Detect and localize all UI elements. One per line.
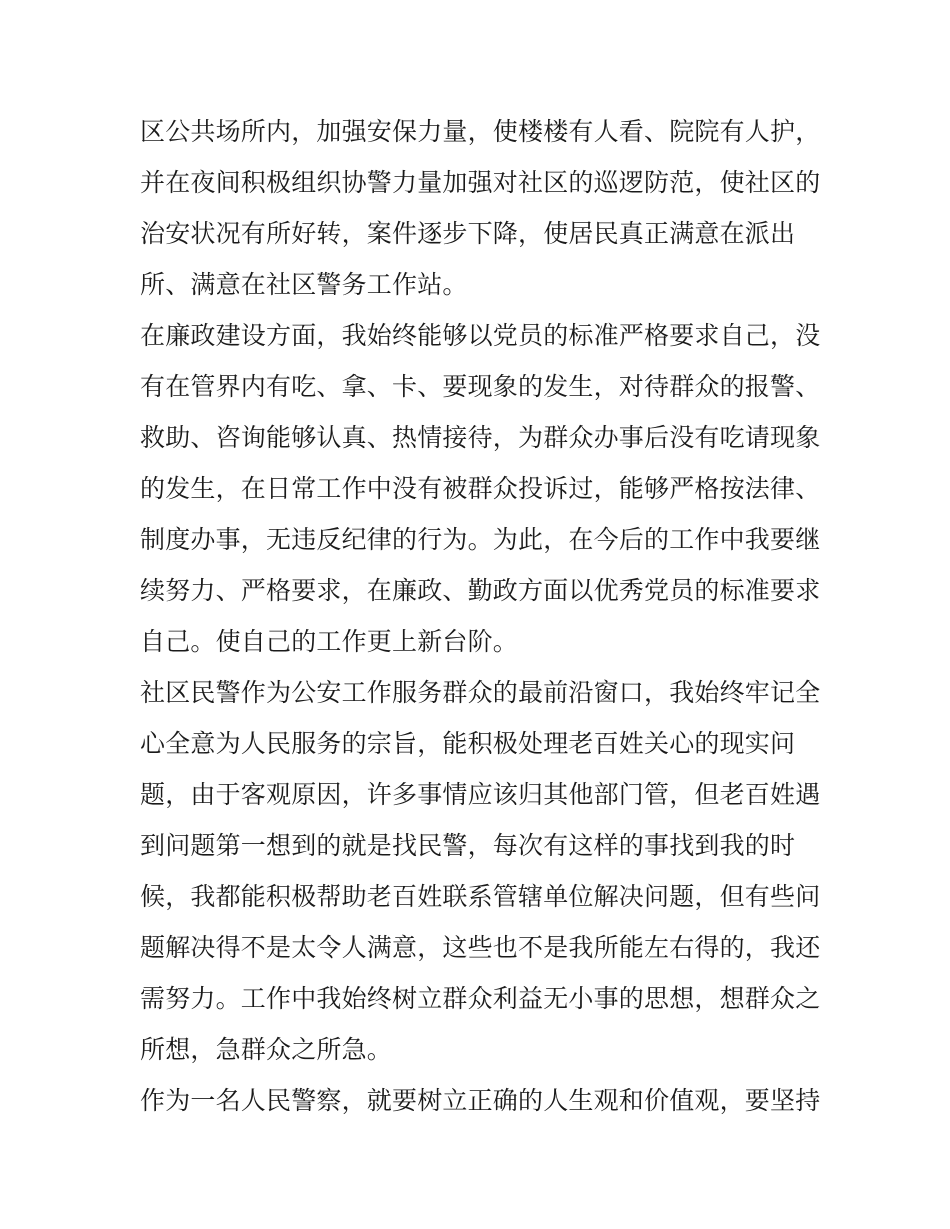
text-line: 社区民警作为公安工作服务群众的最前沿窗口，我始终牢记全	[140, 678, 821, 707]
text-line: 所想，急群众之所急。	[140, 1035, 393, 1064]
text-line: 的发生，在日常工作中没有被群众投诉过，能够严格按法律、	[140, 474, 821, 503]
text-line: 题解决得不是太令人满意，这些也不是我所能左右得的，我还	[140, 933, 821, 962]
paragraph-security	[140, 106, 820, 310]
text-line: 有在管界内有吃、拿、卡、要现象的发生，对待群众的报警、	[140, 372, 821, 401]
text-line: 自己。使自己的工作更上新台阶。	[140, 627, 519, 656]
text-line: 在廉政建设方面，我始终能够以党员的标准严格要求自己，没	[140, 321, 821, 350]
text-line: 治安状况有所好转，案件逐步下降，使居民真正满意在派出	[140, 219, 796, 248]
text-line: 需努力。工作中我始终树立群众利益无小事的思想，想群众之	[140, 984, 821, 1013]
text-line: 续努力、严格要求，在廉政、勤政方面以优秀党员的标准要求	[140, 576, 821, 605]
text-line: 区公共场所内，加强安保力量，使楼楼有人看、院院有人护，	[140, 117, 821, 146]
paragraph-values	[140, 1075, 820, 1126]
text-line: 制度办事，无违反纪律的行为。为此，在今后的工作中我要继	[140, 525, 821, 554]
text-line: 救助、咨询能够认真、热情接待，为群众办事后没有吃请现象	[140, 423, 821, 452]
paragraph-integrity	[140, 310, 820, 667]
text-line: 心全意为人民服务的宗旨，能积极处理老百姓关心的现实问	[140, 729, 796, 758]
document-body	[140, 106, 820, 1126]
text-line: 所、满意在社区警务工作站。	[140, 270, 468, 299]
text-line: 并在夜间积极组织协警力量加强对社区的巡逻防范，使社区的	[140, 168, 821, 197]
text-line: 到问题第一想到的就是找民警，每次有这样的事找到我的时	[140, 831, 796, 860]
paragraph-community-service	[140, 667, 820, 1075]
text-line: 题，由于客观原因，许多事情应该归其他部门管，但老百姓遇	[140, 780, 821, 809]
text-line: 候，我都能积极帮助老百姓联系管辖单位解决问题，但有些问	[140, 882, 821, 911]
text-line: 作为一名人民警察，就要树立正确的人生观和价值观，要坚持	[140, 1086, 821, 1115]
